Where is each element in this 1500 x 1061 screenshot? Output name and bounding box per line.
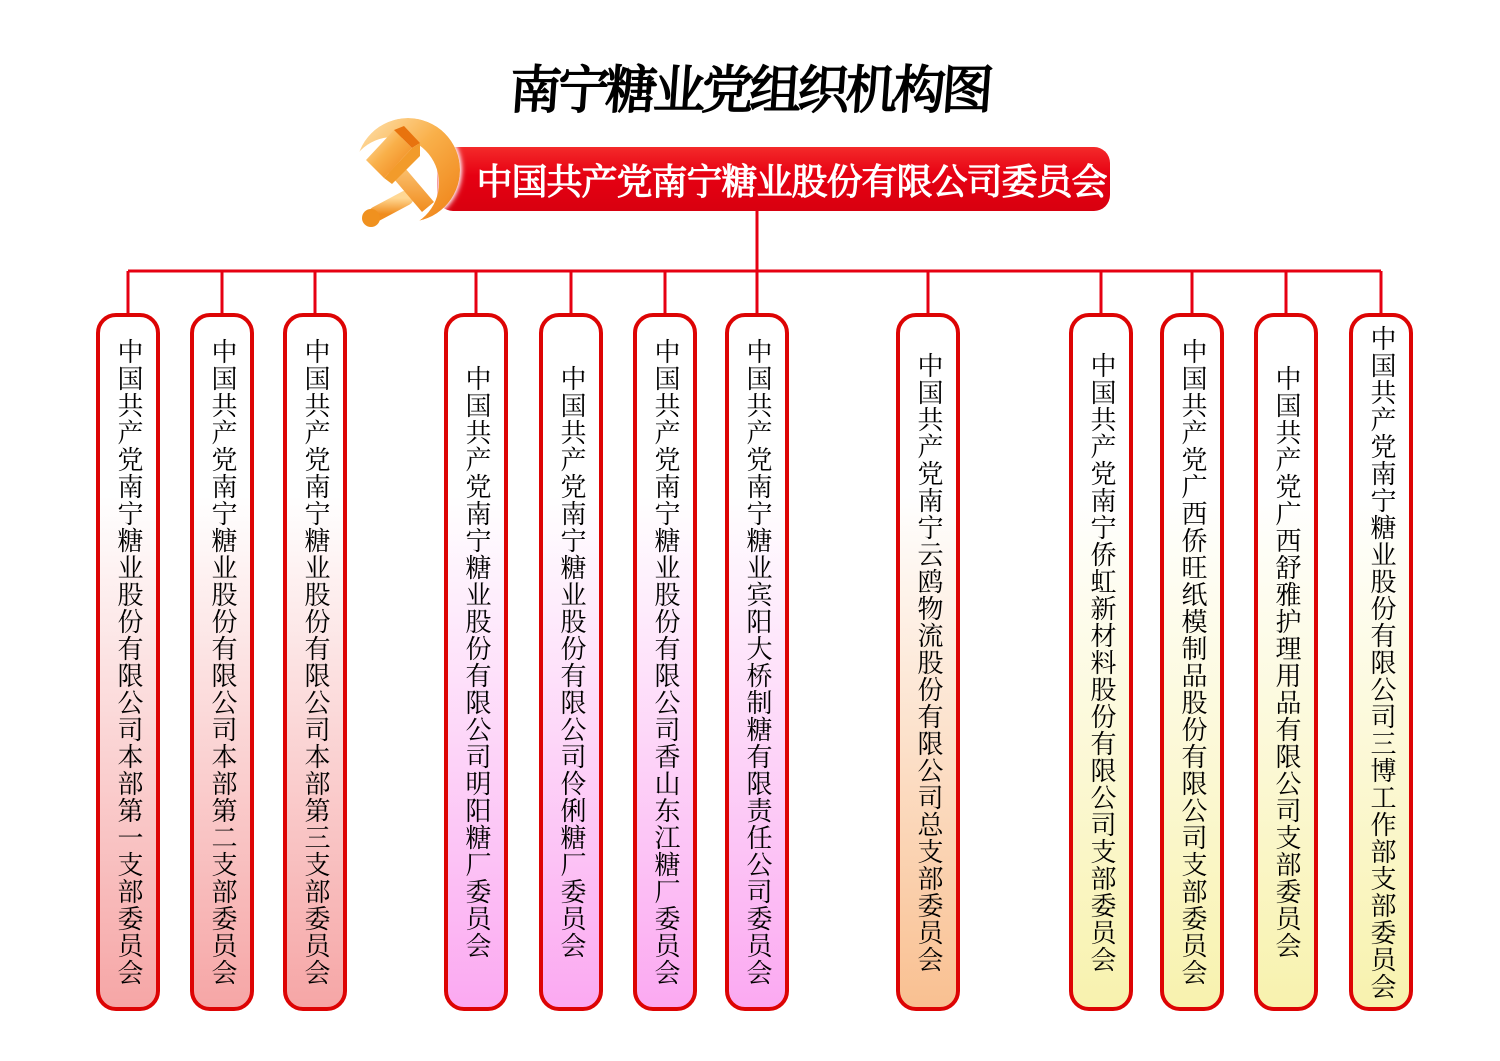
root-committee-label: 中国共产党南宁糖业股份有限公司委员会 <box>476 161 1107 203</box>
branch-committee-box <box>190 313 254 1011</box>
branch-committee-box <box>896 313 960 1011</box>
branch-committee-label: 中国共产党南宁糖业股份有限公司伶俐糖厂委员会 <box>556 365 586 959</box>
branch-committee-label: 中国共产党南宁糖业股份有限公司香山东江糖厂委员会 <box>650 338 680 986</box>
branch-committee-label: 中国共产党广西侨旺纸模制品股份有限公司支部委员会 <box>1177 338 1207 986</box>
branch-committee-label: 中国共产党南宁侨虹新材料股份有限公司支部委员会 <box>1086 351 1116 973</box>
page-title: 南宁糖业党组织机构图 <box>507 60 992 121</box>
party-emblem-icon <box>346 108 466 248</box>
branch-committee-box <box>725 313 789 1011</box>
branch-committee-box <box>1349 313 1413 1011</box>
branch-committee-box <box>1160 313 1224 1011</box>
branch-committee-box <box>633 313 697 1011</box>
branch-committee-label: 中国共产党南宁糖业股份有限公司明阳糖厂委员会 <box>461 365 491 959</box>
branch-committee-box <box>96 313 160 1011</box>
branch-committee-box <box>539 313 603 1011</box>
branch-committee-box <box>283 313 347 1011</box>
branch-committee-box <box>1069 313 1133 1011</box>
branch-committee-label: 中国共产党南宁糖业股份有限公司三博工作部支部委员会 <box>1366 324 1396 1000</box>
branch-committee-label: 中国共产党南宁糖业股份有限公司本部第一支部委员会 <box>113 338 143 986</box>
branch-committee-label: 中国共产党南宁云鸥物流股份有限公司总支部委员会 <box>913 351 943 973</box>
branch-committee-label: 中国共产党南宁糖业股份有限公司本部第二支部委员会 <box>207 338 237 986</box>
branch-committee-label: 中国共产党广西舒雅护理用品有限公司支部委员会 <box>1271 365 1301 959</box>
branch-committee-label: 中国共产党南宁糖业股份有限公司本部第三支部委员会 <box>300 338 330 986</box>
branch-committee-box <box>444 313 508 1011</box>
branch-committee-label: 中国共产党南宁糖业宾阳大桥制糖有限责任公司委员会 <box>742 338 772 986</box>
branch-committee-box <box>1254 313 1318 1011</box>
